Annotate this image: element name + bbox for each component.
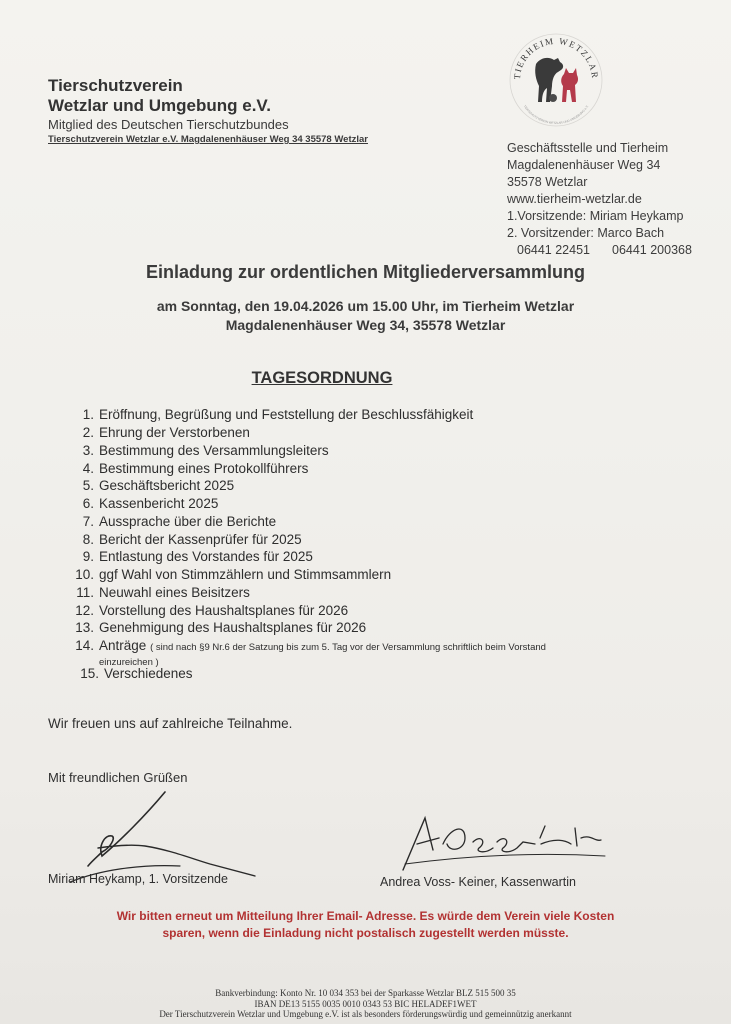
contact-website: www.tierheim-wetzlar.de bbox=[507, 192, 642, 206]
meeting-details bbox=[0, 297, 731, 335]
contact-phone1: 06441 22451 bbox=[517, 243, 590, 257]
agenda-item: 7. Aussprache über die Berichte bbox=[82, 514, 277, 529]
document-title: Einladung zur ordentlichen Mitgliederversammlung bbox=[145, 262, 586, 282]
agenda-item: 12. Vorstellung des Haushaltsplanes für 2026 bbox=[75, 603, 349, 618]
footer-bank-account: Bankverbindung: Konto Nr. 10 034 353 bei der Sparkasse Wetzlar BLZ 515 500 35 bbox=[215, 988, 516, 998]
dog-icon bbox=[535, 58, 563, 102]
signatory-2-name: Andrea Voss- Keiner, Kassenwartin bbox=[380, 875, 576, 889]
cat-icon bbox=[561, 68, 578, 102]
agenda-item: 11. Neuwahl eines Beisitzers bbox=[76, 585, 250, 600]
agenda-item: 3. Bestimmung des Versammlungsleiters bbox=[82, 443, 329, 458]
agenda-item: 2. Ehrung der Verstorbenen bbox=[82, 425, 250, 440]
agenda-note: ( sind nach §9 Nr.6 der Satzung bis zum 5. Tag vor der Versammlung schriftlich beim Vorstand bbox=[150, 642, 546, 653]
contact-phones bbox=[507, 242, 692, 259]
membership-line: Mitglied des Deutschen Tierschutzbundes bbox=[48, 117, 289, 132]
contact-phone2: 06441 200368 bbox=[612, 243, 692, 257]
contact-city: 35578 Wetzlar bbox=[507, 175, 588, 189]
signatory-1-name: Miriam Heykamp, 1. Vorsitzende bbox=[48, 872, 228, 886]
agenda-item: 5. Geschäftsbericht 2025 bbox=[82, 478, 235, 493]
agenda-item: 9. Entlastung des Vorstandes für 2025 bbox=[82, 549, 313, 564]
organization-name-line1: Tierschutzverein bbox=[48, 76, 183, 95]
footer-iban: IBAN DE13 5155 0035 0010 0343 53 BIC HELADEF1WET bbox=[254, 998, 477, 1009]
signature-voss-keiner bbox=[395, 798, 610, 878]
meeting-address-line: Magdalenenhäuser Weg 34, 35578 Wetzlar bbox=[225, 317, 506, 333]
agenda-heading: TAGESORDNUNG bbox=[251, 369, 393, 387]
footer-nonprofit-note: Der Tierschutzverein Wetzlar und Umgebung e.V. ist als besonders förderungswürdig und gemeinnützig anerkannt bbox=[159, 1009, 572, 1019]
contact-chair2: 2. Vorsitzender: Marco Bach bbox=[507, 226, 665, 240]
agenda-item: 4. Bestimmung eines Protokollführers bbox=[82, 461, 309, 476]
agenda-item: 8. Bericht der Kassenprüfer für 2025 bbox=[82, 532, 302, 547]
meeting-date-line: am Sonntag, den 19.04.2026 um 15.00 Uhr, im Tierheim Wetzlar bbox=[156, 298, 575, 314]
logo-text-bottom: TIERSCHUTZVEREIN WETZLAR UND UMGEBUNG e.V. bbox=[522, 104, 590, 126]
organization-name-line2: Wetzlar und Umgebung e.V. bbox=[48, 96, 271, 115]
contact-line: Geschäftsstelle und Tierheim bbox=[507, 141, 669, 155]
agenda-item: 14. Anträge ( sind nach §9 Nr.6 der Satzung bis zum 5. Tag vor der Versammlung schriftlich beim Vorstand bbox=[75, 638, 546, 653]
small-pet-icon bbox=[549, 94, 557, 102]
agenda-item: 13. Genehmigung des Haushaltsplanes für 2026 bbox=[75, 620, 367, 635]
notice-line2: sparen, wenn die Einladung nicht postalisch zugestellt werden müsste. bbox=[162, 926, 569, 940]
closing-sentence: Wir freuen uns auf zahlreiche Teilnahme. bbox=[48, 716, 293, 731]
agenda-item: 10. ggf Wahl von Stimmzählern und Stimmsammlern bbox=[75, 567, 392, 582]
agenda-item: 6. Kassenbericht 2025 bbox=[82, 496, 219, 511]
email-request-notice bbox=[0, 908, 731, 942]
agenda-item: 1. Eröffnung, Begrüßung und Feststellung der Beschlussfähigkeit bbox=[82, 407, 474, 422]
greeting: Mit freundlichen Grüßen bbox=[48, 770, 188, 785]
contact-street: Magdalenenhäuser Weg 34 bbox=[507, 158, 661, 172]
agenda-item: 15. Verschiedenes bbox=[80, 666, 193, 681]
tierheim-logo bbox=[506, 28, 606, 128]
contact-chair1: 1.Vorsitzende: Miriam Heykamp bbox=[507, 209, 684, 223]
organization-name bbox=[48, 76, 271, 116]
contact-block bbox=[507, 140, 692, 259]
agenda-note-continuation: einzureichen ) bbox=[99, 657, 159, 668]
notice-line1: Wir bitten erneut um Mitteilung Ihrer Email- Adresse. Es würde dem Verein viele Kosten bbox=[116, 909, 615, 923]
logo-text-top: TIERHEIM WETZLAR bbox=[511, 35, 601, 80]
sender-address-line: Tierschutzverein Wetzlar e.V. Magdalenenhäuser Weg 34 35578 Wetzlar bbox=[48, 134, 368, 145]
bank-footer bbox=[0, 988, 731, 1020]
signature-heykamp bbox=[50, 786, 270, 886]
